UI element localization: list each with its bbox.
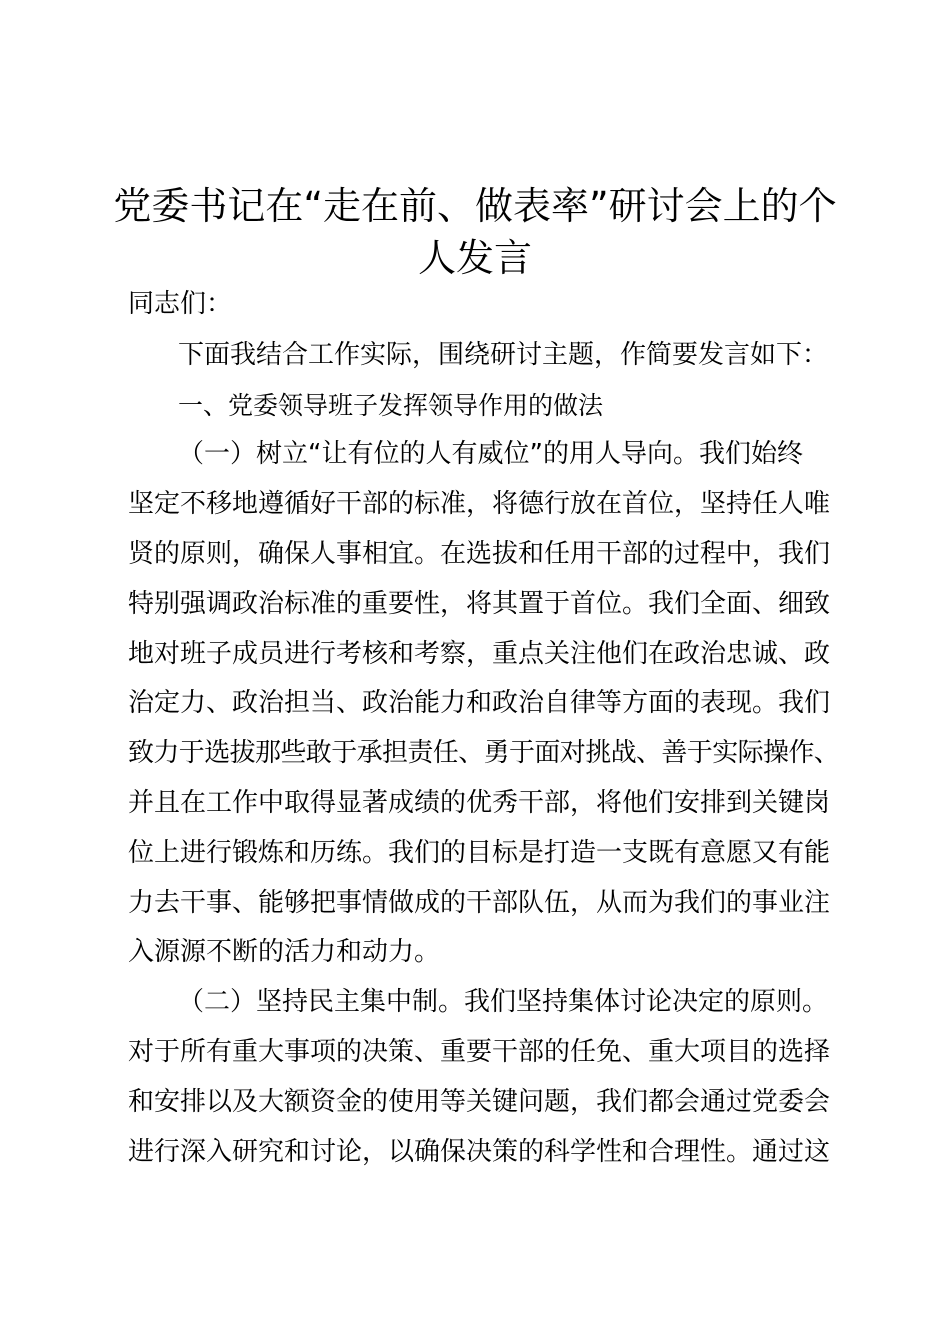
section-heading: 一、党委领导班子发挥领导作用的做法 bbox=[178, 391, 604, 420]
document-title-line-2: 人发言 bbox=[417, 236, 532, 280]
paragraph-1-line: 贤的原则，确保人事相宜。在选拔和任用干部的过程中，我们 bbox=[128, 539, 831, 569]
paragraph-2-line: 和安排以及大额资金的使用等关键问题，我们都会通过党委会 bbox=[128, 1087, 831, 1117]
paragraph-1-line: 力去干事、能够把事情做成的干部队伍，从而为我们的事业注 bbox=[128, 888, 831, 918]
paragraph-1-line: 位上进行锻炼和历练。我们的目标是打造一支既有意愿又有能 bbox=[128, 838, 831, 868]
paragraph-2-line: 对于所有重大事项的决策、重要干部的任免、重大项目的选择 bbox=[128, 1037, 831, 1067]
paragraph-1-line: 致力于选拔那些敢于承担责任、勇于面对挑战、善于实际操作、 bbox=[128, 738, 840, 768]
paragraph-2-line: 进行深入研究和讨论，以确保决策的科学性和合理性。通过这 bbox=[128, 1137, 831, 1167]
paragraph-1-line: 并且在工作中取得显著成绩的优秀干部，将他们安排到关键岗 bbox=[128, 788, 831, 818]
paragraph-1-line: 入源源不断的活力和动力。 bbox=[128, 937, 441, 967]
paragraph-1-line: 地对班子成员进行考核和考察，重点关注他们在政治忠诚、政 bbox=[128, 639, 831, 669]
document-title-line-1: 党委书记在“走在前、做表率”研讨会上的个 bbox=[113, 184, 837, 228]
paragraph-2-line: （二）坚持民主集中制。我们坚持集体讨论决定的原则。 bbox=[178, 987, 829, 1017]
paragraph-1-line: 坚定不移地遵循好干部的标准，将德行放在首位，坚持任人唯 bbox=[128, 489, 831, 519]
paragraph-1-line: 特别强调政治标准的重要性，将其置于首位。我们全面、细致 bbox=[128, 589, 831, 619]
salutation: 同志们： bbox=[128, 289, 233, 319]
paragraph-1-line: 治定力、政治担当、政治能力和政治自律等方面的表现。我们 bbox=[128, 688, 831, 718]
paragraph-1-line: （一）树立“让有位的人有威位”的用人导向。我们始终 bbox=[178, 439, 803, 469]
intro-paragraph: 下面我结合工作实际，围绕研讨主题，作简要发言如下： bbox=[178, 340, 829, 370]
